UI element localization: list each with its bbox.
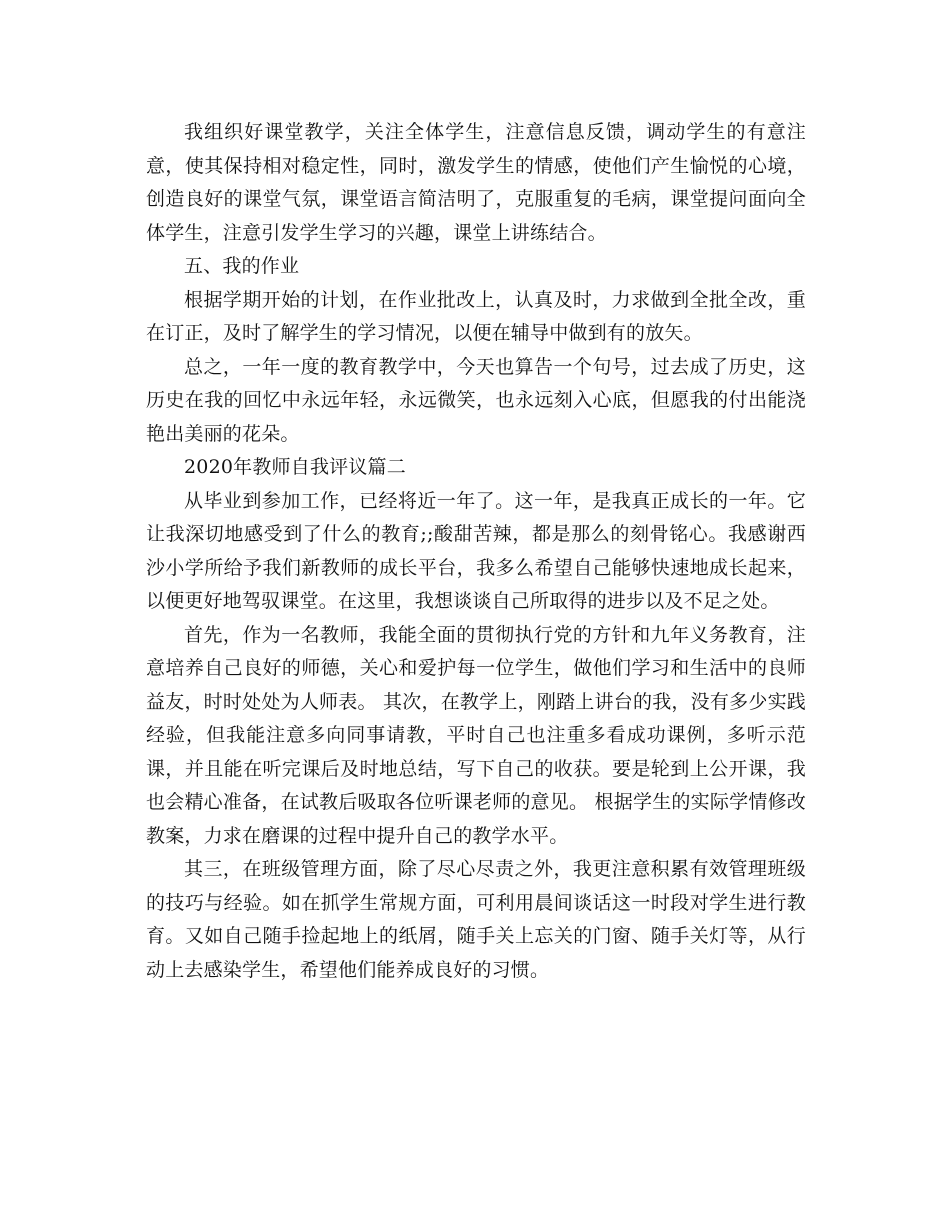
section-heading-part-two: 2020年教师自我评议篇二	[184, 456, 406, 478]
paragraph-first-second: 首先，作为一名教师，我能全面的贯彻执行党的方针和九年义务教育，注意培养自己良好的师德，关心和爱护每一位学生，做他们学习和生活中的良师益友，时时处处为人师表。 其次，在教学上，刚踏上讲台的我，没有多少实践经验，但我能注意多向同事请教，平时自己也注重多看成功课例，多听示范课，并且能在听完课后及时地总结，写下自己的收获。要是轮到上公开课，我也会精心准备，在试教后吸取各位听课老师的意见。 根据学生的实际学情修改教案，力求在磨课的过程中提升自己的教学水平。	[146, 623, 806, 847]
paragraph-homework: 根据学期开始的计划，在作业批改上，认真及时，力求做到全批全改，重在订正，及时了解学生的学习情况，以便在辅导中做到有的放矢。	[146, 288, 806, 344]
document-body	[146, 116, 806, 987]
paragraph-classroom-teaching: 我组织好课堂教学，关注全体学生，注意信息反馈，调动学生的有意注意，使其保持相对稳定性，同时，激发学生的情感，使他们产生愉悦的心境，创造良好的课堂气氛，课堂语言简洁明了，克服重复的毛病，课堂提问面向全体学生，注意引发学生学习的兴趣，课堂上讲练结合。	[146, 121, 806, 244]
section-heading-homework: 五、我的作业	[184, 255, 300, 277]
paragraph-summary: 总之，一年一度的教育教学中，今天也算告一个句号，过去成了历史，这历史在我的回忆中永远年轻，永远微笑，也永远刻入心底，但愿我的付出能浇艳出美丽的花朵。	[146, 355, 806, 445]
paragraph-third: 其三，在班级管理方面，除了尽心尽责之外，我更注意积累有效管理班级的技巧与经验。如在抓学生常规方面，可利用晨间谈话这一时段对学生进行教育。又如自己随手捡起地上的纸屑，随手关上忘关的门窗、随手关灯等，从行动上去感染学生，希望他们能养成良好的习惯。	[146, 858, 806, 981]
paragraph-first-year: 从毕业到参加工作，已经将近一年了。这一年，是我真正成长的一年。它让我深切地感受到了什么的教育;;酸甜苦辣，都是那么的刻骨铭心。我感谢西沙小学所给予我们新教师的成长平台，我多么希望自己能够快速地成长起来，以便更好地驾驭课堂。在这里，我想谈谈自己所取得的进步以及不足之处。	[146, 489, 806, 612]
